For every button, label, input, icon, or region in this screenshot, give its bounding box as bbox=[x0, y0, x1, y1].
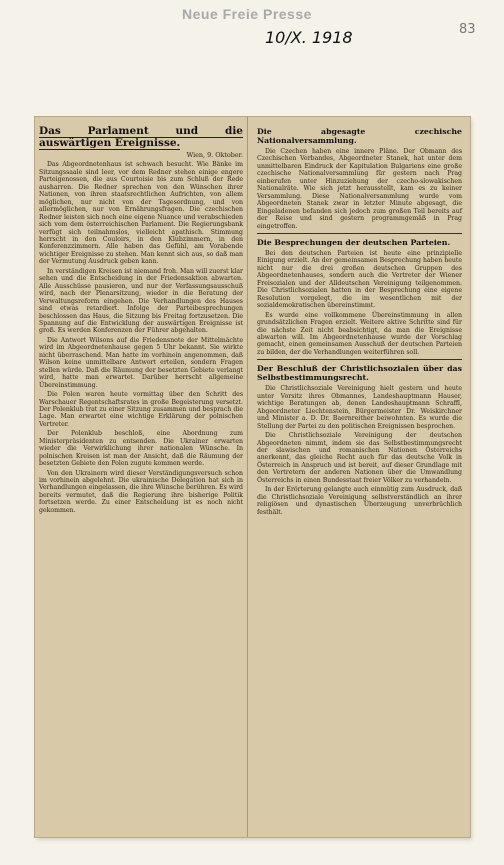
paragraph: Die Christlichsoziale Vereinigung der deutschen Abgeordneten nimmt, indem sie das Selbstbestimmungsrecht der slawischen und romanischen Nationen Österreichs anerkennt, das gleiche Recht auch für das deutsche Volk in Österreich in Anspruch und ist bereit, auf dieser Grundlage mit den Vertretern der anderen Nationen über die Umwandlung Österreichs in einen Bundesstaat freier Völker zu verhandeln. bbox=[257, 432, 462, 484]
article-title-text: Das Parlament und die auswärtigen Ereignisse. bbox=[39, 125, 243, 149]
paragraph: Die Polen waren heute vormittag über den Schritt des Warschauer Regentschaftsrates in große Begeisterung versetzt. Der Polenklub trat zu einer Sitzung zusammen und besprach die Lage. Man erwartet eine wichtige Erklärung der polnischen Vertreter. bbox=[39, 391, 243, 428]
handwritten-date: 10/X. 1918 bbox=[265, 28, 353, 47]
paragraph: In der Erörterung gelangte auch einmütig zum Ausdruck, daß die Christlichsoziale Vereinigung selbstverständlich an ihrer religiösen und dynastischen Überzeugung unverbrüchlich festhält. bbox=[257, 486, 462, 516]
paragraph: Bei den deutschen Parteien ist heute eine prinzipielle Einigung erzielt. An der gemeinsamen Besprechung haben heute nicht nur die drei großen deutschen Gruppen des Abgeordnetenhauses, sondern auch die Vertreter der Wiener Freisozialen und der Alldeutschen Vereinigung teilgenommen. Die Christlichsozialen hatten in der Besprechung eine eigene Resolution vorgelegt, die im wesentlichen mit der sozialdemokratischen übereinstimmt. bbox=[257, 249, 463, 310]
clipping-column-right bbox=[253, 117, 466, 837]
paragraph: Von den Ukrainern wird dieser Verständigungsversuch schon im vorhinein abgelehnt. Die ukrainische Delegation hat sich in Verhandlungen eingelassen, die ihre Wünsche berühren. Es wird bereits vermutet, daß die Regierung ihre bisherige Politik fortsetzen werde. Zu einer Entscheidung ist es noch nicht gekommen. bbox=[39, 469, 243, 514]
newspaper-stamp: Neue Freie Presse bbox=[182, 6, 312, 22]
section-heading: Die Besprechungen der deutschen Parteien. bbox=[257, 237, 451, 247]
divider bbox=[257, 359, 462, 360]
paragraph: In verständigen Kreisen ist niemand froh. Man will zuerst klar sehen und die Entscheidung in der Friedensaktion abwarten. Alle Ausschüsse pausieren, und nur der Verfassungsausschuß wird, nach der Plenarsitzung, wieder in die Beratung der Verwaltungsreform eingehen. Die Verhandlungen des Hauses sind etwas retardiert. Infolge der Parteibesprechungen beschlossen das Haus, die Sitzung bis Freitag fortzusetzen. Die Spannung auf die Entwicklung der auswärtigen Ereignisse ist groß. Es werden Konferenzen der Führer abgehalten. bbox=[39, 267, 244, 335]
article-title bbox=[39, 125, 243, 149]
paragraph: Die Antwort Wilsons auf die Friedensnote der Mittelmächte wird im Abgeordnetenhause gegen 5 Uhr bekannt. Sie wirkte nicht überraschend. Man hatte im vorhinein angenommen, daß Wilson keine unmittelbare Antwort erteilen, sondern Fragen stellen würde. Daß die Räumung der besetzten Gebiete verlangt wird, hatte man erwartet. Darüber herrscht allgemeine Übereinstimmung. bbox=[39, 336, 243, 389]
paragraph: Der Polenklub beschloß, eine Abordnung zum Ministerpräsidenten zu entsenden. Die Ukrainer erwarten wieder die Verwirklichung ihrer nationalen Wünsche. In polnischen Kreisen ist man der Ansicht, daß die Räumung der besetzten Gebiete den Polen zugute kommen werde. bbox=[39, 430, 243, 468]
section-heading: Die abgesagte czechische Nationalversammlung. bbox=[257, 127, 462, 145]
newspaper-clipping bbox=[35, 117, 470, 837]
paragraph: Die Christlichsoziale Vereinigung hielt gestern und heute unter Vorsitz ihres Obmannes, Landeshauptmann Hauser, wichtige Beratungen ab, denen Landeshauptmann Schraffl, Abgeordneter Liechtenstein, Bürgermeister Dr. Weiskirchner und Minister a. D. Dr. Baernreither beiwohnten. Es wurde die Stellung der Partei zu den politischen Ereignissen besprochen. bbox=[257, 385, 462, 430]
article-dateline: Wien, 9. Oktober. bbox=[186, 151, 243, 159]
clipping-column-left bbox=[35, 117, 248, 837]
page-number: 83 bbox=[459, 22, 476, 37]
section-heading: Der Beschluß der Christlichsozialen über das Selbstbestimmungsrecht. bbox=[257, 364, 462, 383]
divider bbox=[257, 233, 462, 234]
paragraph: Die Czechen haben eine innere Pläne. Der Obmann des Czechischen Verbandes, Abgeordneter Stanek, hat unter dem unmittelbaren Eindruck der Kapitulation Bulgariens eine große czechische Nationalversammlung für gestern nach Prag einberufen unter Hinzuziehung der czecho-slowakischen Nationalräte. Wie sich jetzt herausstellt, kam es zu keiner Versammlung. Diese Nationalversammlung wurde vom Abgeordneten Stanek zwar in letzter Minute abgesagt, die Eingeladenen befanden sich jedoch zum großen Teil bereits auf der Reise und sind gestern programmgemäß in Prag eingetroffen. bbox=[257, 148, 462, 230]
paragraph: Es wurde eine vollkommene Übereinstimmung in allen grundsätzlichen Fragen erzielt. Weitere aktive Schritte sind für die nächste Zeit nicht beabsichtigt, da man die Ereignisse abwarten will. Im Abgeordnetenhause wurde der Vorschlag gemacht, einen gemeinsamen Ausschuß der deutschen Parteien zu bilden, der die Verhandlungen weiterführen soll. bbox=[257, 311, 462, 356]
paragraph: Das Abgeordnetenhaus ist schwach besucht. Wie Bänke im Sitzungssaale sind leer, vor dem Redner stehen einige engere Parteigenossen, die aus Courtoisie bis zum Schluß der Rede ausharren. Die Redner sprechen von den Wünschen ihrer Nationen, von ihren staatsrechtlichen Aufrichten, von allem möglichen, nur nicht von der Tagesordnung, und von allermöglichen, nur von Ernährungsfragen. Die czechischen Redner leisten sich noch eine eigene Nuance und verabschieden sich vom dem österreichischen Parlament. Die Regierungsbank verfügt sich teilnahmslos, vielleicht apathisch. Stimmung herrscht in den Couloirs, in den Klubzimmern, in den Konferenzzimmern. Alle haben das Gefühl, am Vorabende wichtiger Ereignisse zu stehen. Man kennt sich aus, so daß man der Vermutung Ausdruck geben kann. bbox=[39, 161, 243, 266]
